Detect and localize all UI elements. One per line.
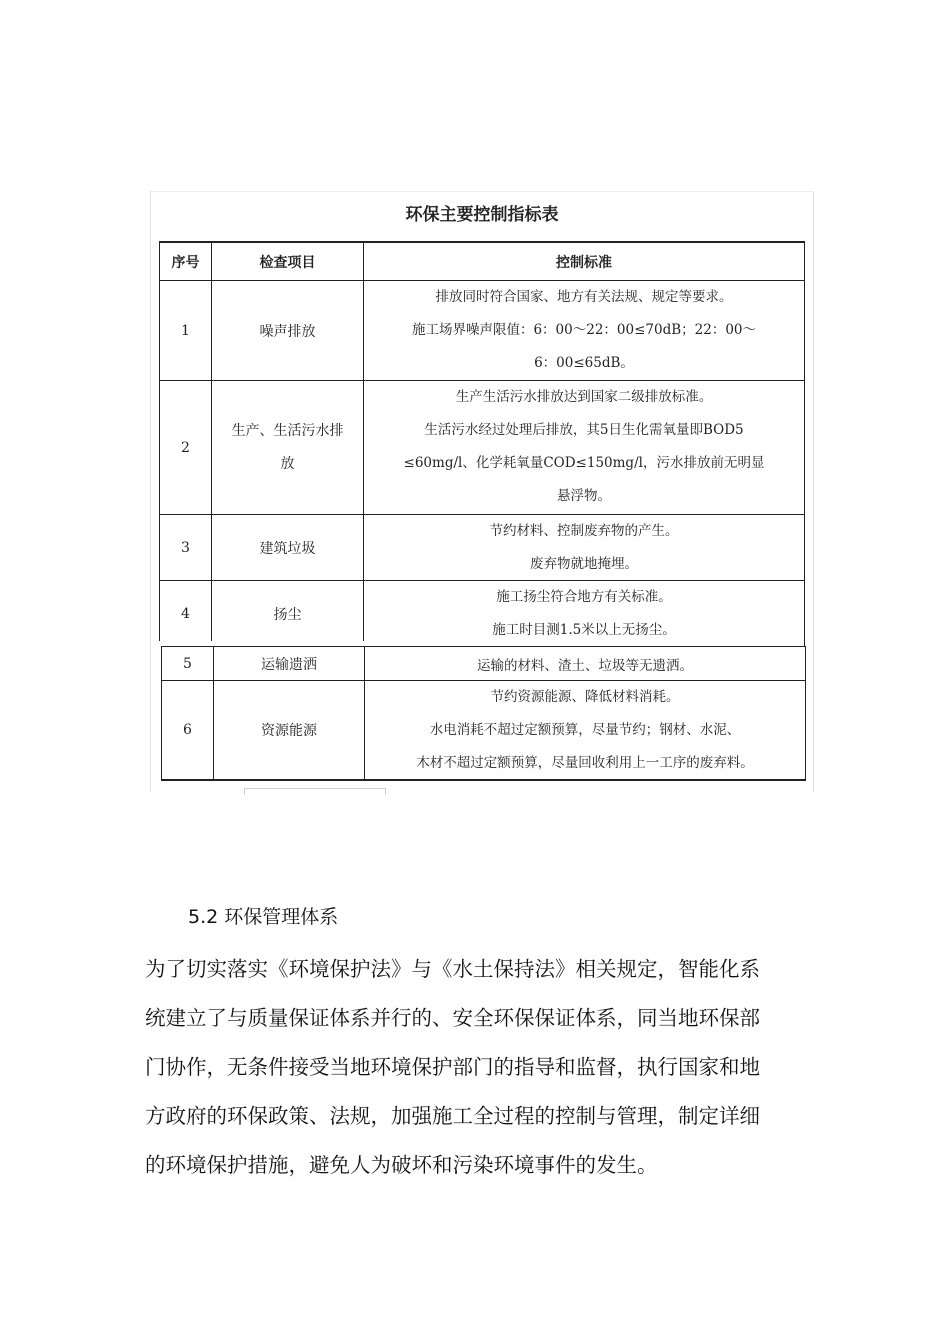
row-6-no: 6 — [183, 722, 192, 738]
standard-line: 6：00≤65dB。 — [534, 355, 634, 371]
row-4-standard — [364, 581, 804, 647]
section-heading: 5.2 环保管理体系 — [188, 906, 339, 928]
header-standard: 控制标准 — [556, 254, 612, 271]
paragraph-line: 的环境保护措施，避免人为破坏和污染环境事件的发生。 — [145, 1153, 658, 1177]
row-1-standard — [364, 281, 804, 380]
standard-line: 生产生活污水排放达到国家二级排放标准。 — [455, 389, 713, 405]
standard-line: 木材不超过定额预算，尽量回收利用上一工序的废弃料。 — [416, 755, 754, 771]
row-1-item: 噪声排放 — [259, 323, 316, 340]
paragraph-line: 统建立了与质量保证体系并行的、安全环保保证体系，同当地环保部 — [145, 1006, 760, 1030]
standard-line: 施工时目测1.5米以上无扬尘。 — [492, 622, 676, 638]
standard-line: ≤60mg/l、化学耗氧量COD≤150mg/l，污水排放前无明显 — [403, 455, 765, 471]
header-item: 检查项目 — [259, 254, 316, 271]
row-2-item — [212, 381, 363, 514]
row-3-no: 3 — [181, 539, 190, 556]
standard-line: 施工扬尘符合地方有关标准。 — [496, 589, 672, 605]
scanned-table-image — [150, 191, 814, 792]
table-border-right — [804, 241, 805, 646]
paragraph-line: 门协作，无条件接受当地环境保护部门的指导和监督，执行国家和地 — [145, 1055, 760, 1079]
row-2-no: 2 — [181, 439, 190, 456]
table-title: 环保主要控制指标表 — [405, 205, 559, 225]
row-5-item: 运输遗洒 — [261, 656, 317, 673]
standard-line: 节约资源能源、降低材料消耗。 — [490, 689, 680, 705]
row-4-no: 4 — [181, 605, 190, 622]
standard-line: 水电消耗不超过定额预算，尽量节约；钢材、水泥、 — [429, 722, 741, 738]
standard-line: 废弃物就地掩埋。 — [530, 556, 638, 572]
standard-line: 悬浮物。 — [557, 488, 611, 504]
row-6-standard — [365, 681, 805, 780]
table-border-right — [805, 646, 806, 781]
row-4-item: 扬尘 — [273, 606, 302, 623]
row-5-standard: 运输的材料、渣土、垃圾等无遗洒。 — [477, 657, 693, 674]
standard-line: 施工场界噪声限值：6：00～22：00≤70dB；22：00～ — [411, 322, 757, 338]
paragraph-line: 方政府的环保政策、法规，加强施工全过程的控制与管理，制定详细 — [145, 1104, 760, 1128]
header-no: 序号 — [171, 254, 200, 271]
row-5-no: 5 — [183, 655, 192, 672]
decorative-frame-edge — [244, 788, 386, 795]
standard-line: 生活污水经过处理后排放，其5日生化需氧量即BOD5 — [424, 422, 744, 438]
row-3-standard — [364, 515, 804, 581]
item-line: 生产、生活污水排 — [231, 422, 344, 439]
section-paragraph — [145, 945, 810, 1190]
standard-line: 排放同时符合国家、地方有关法规、规定等要求。 — [435, 289, 733, 305]
row-2-standard — [364, 381, 804, 513]
row-3-item: 建筑垃圾 — [259, 540, 316, 557]
row-6-item: 资源能源 — [261, 723, 317, 739]
item-line: 放 — [280, 455, 295, 472]
standard-line: 节约材料、控制废弃物的产生。 — [489, 523, 679, 539]
paragraph-line: 为了切实落实《环境保护法》与《水土保持法》相关规定，智能化系 — [145, 957, 760, 981]
row-1-no: 1 — [181, 322, 190, 339]
